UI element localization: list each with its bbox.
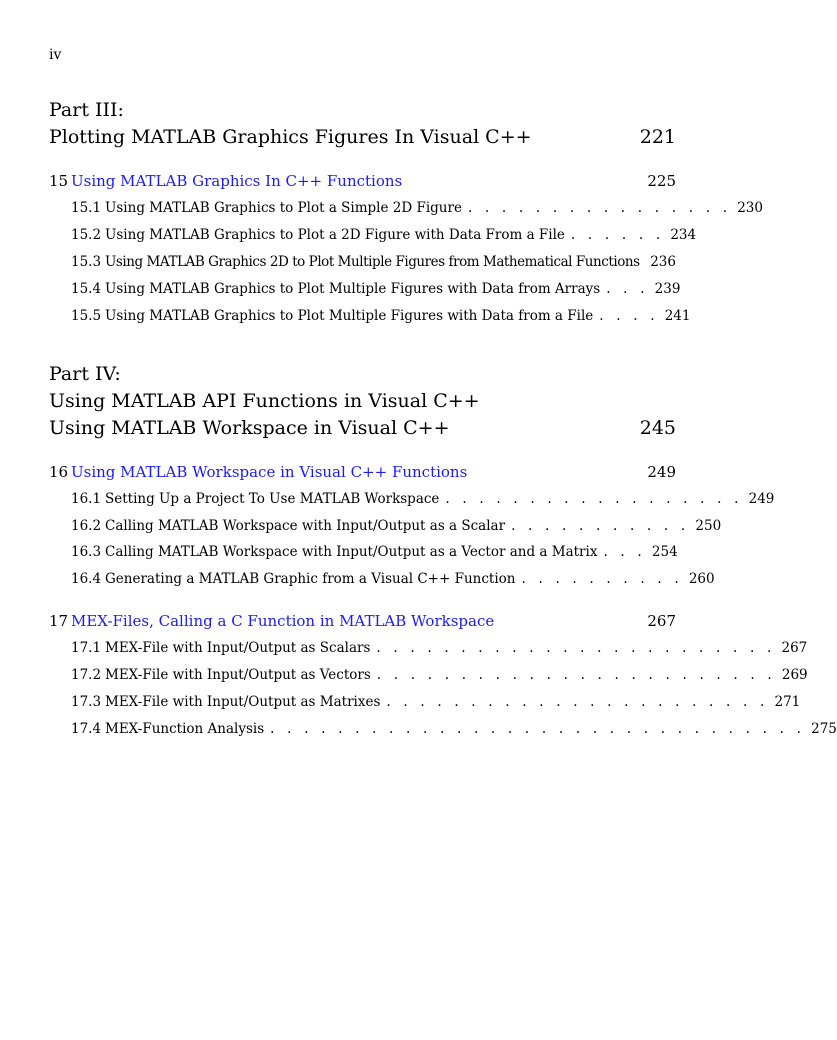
section-title: Calling MATLAB Workspace with Input/Output as a Scalar bbox=[105, 518, 506, 534]
section-entry[interactable] bbox=[71, 280, 681, 298]
section-entry[interactable] bbox=[71, 307, 691, 325]
section-number: 15.1 bbox=[71, 200, 102, 216]
section-title: Using MATLAB Graphics to Plot Multiple Figures with Data from a File bbox=[105, 308, 594, 324]
section-number: 16.4 bbox=[71, 571, 102, 587]
section-title: Using MATLAB Graphics to Plot Multiple Figures with Data from Arrays bbox=[105, 281, 601, 297]
dot-leader: . . . . . . . . . . . . . . . . . . . . . . . . bbox=[376, 667, 776, 683]
section-number: 15.3 bbox=[71, 254, 102, 270]
section-entry[interactable] bbox=[71, 543, 676, 561]
section-title: Using MATLAB Graphics 2D to Plot Multiple Figures from Mathematical Functions bbox=[105, 254, 640, 270]
section-page: 241 bbox=[664, 308, 691, 324]
section-entry[interactable] bbox=[71, 570, 715, 588]
section-title: MEX-Function Analysis bbox=[105, 721, 265, 737]
part-title: Plotting MATLAB Graphics Figures In Visual C++ bbox=[49, 126, 532, 148]
section-page: 236 bbox=[650, 254, 676, 270]
dot-leader: . . . bbox=[606, 281, 649, 297]
section-page: 275 bbox=[811, 721, 837, 737]
section-title: Generating a MATLAB Graphic from a Visual C++ Function bbox=[105, 571, 516, 587]
section-number: 16.1 bbox=[71, 491, 102, 507]
section-title: MEX-File with Input/Output as Vectors bbox=[105, 667, 371, 683]
section-entry[interactable] bbox=[71, 517, 722, 535]
section-entry[interactable] bbox=[71, 693, 801, 711]
section-number: 17.1 bbox=[71, 640, 102, 656]
chapter-number: 16 bbox=[49, 463, 69, 481]
section-title: MEX-File with Input/Output as Scalars bbox=[105, 640, 371, 656]
page-number: iv bbox=[49, 47, 62, 63]
dot-leader: . . . . . . . . . . . bbox=[511, 518, 690, 534]
dot-leader: . . . . . . . . . . . . . . . . . . . . . . . . bbox=[376, 640, 776, 656]
section-entry[interactable] bbox=[71, 490, 775, 508]
part-title-row bbox=[49, 416, 676, 440]
section-page: 260 bbox=[688, 571, 715, 587]
chapter-number: 15 bbox=[49, 172, 69, 190]
section-entry[interactable] bbox=[71, 253, 676, 271]
section-title: MEX-File with Input/Output as Matrixes bbox=[105, 694, 381, 710]
dot-leader: . . . . . . . . . . . . . . . . . . bbox=[445, 491, 743, 507]
chapter-title-link[interactable]: Using MATLAB Graphics In C++ Functions bbox=[71, 172, 403, 190]
section-page: 239 bbox=[654, 281, 681, 297]
section-number: 15.4 bbox=[71, 281, 102, 297]
section-title: Calling MATLAB Workspace with Input/Output as a Vector and a Matrix bbox=[105, 544, 598, 560]
part-label: Part IV: bbox=[49, 363, 121, 385]
dot-leader: . . . . bbox=[599, 308, 659, 324]
section-number: 16.3 bbox=[71, 544, 102, 560]
dot-leader: . . . . . . . . . . . . . . . . bbox=[467, 200, 732, 216]
section-entry[interactable] bbox=[71, 639, 808, 657]
section-page: 271 bbox=[774, 694, 801, 710]
section-number: 17.2 bbox=[71, 667, 102, 683]
chapter-page: 225 bbox=[647, 172, 676, 190]
part-title: Using MATLAB Workspace in Visual C++ bbox=[49, 417, 450, 439]
section-number: 17.3 bbox=[71, 694, 102, 710]
chapter-page: 267 bbox=[647, 612, 676, 630]
dot-leader: . . . bbox=[603, 544, 646, 560]
section-number: 17.4 bbox=[71, 721, 102, 737]
section-page: 254 bbox=[651, 544, 678, 560]
section-title: Using MATLAB Graphics to Plot a 2D Figure with Data From a File bbox=[105, 227, 565, 243]
part-title-row bbox=[49, 125, 676, 149]
chapter-title-link[interactable]: MEX-Files, Calling a C Function in MATLAB Workspace bbox=[71, 612, 495, 630]
section-entry[interactable] bbox=[71, 666, 808, 684]
section-title: Setting Up a Project To Use MATLAB Workspace bbox=[105, 491, 440, 507]
section-title: Using MATLAB Graphics to Plot a Simple 2D Figure bbox=[105, 200, 462, 216]
chapter-entry[interactable] bbox=[49, 462, 676, 482]
section-page: 234 bbox=[670, 227, 697, 243]
chapter-entry[interactable] bbox=[49, 611, 676, 631]
dot-leader bbox=[640, 253, 651, 271]
dot-leader: . . . . . . . . . . bbox=[521, 571, 683, 587]
dot-leader: . . . . . . bbox=[570, 227, 665, 243]
section-page: 230 bbox=[737, 200, 763, 216]
section-entry[interactable] bbox=[71, 720, 837, 738]
section-number: 15.2 bbox=[71, 227, 102, 243]
part-page: 245 bbox=[639, 417, 676, 439]
section-number: 16.2 bbox=[71, 518, 102, 534]
chapter-title-link[interactable]: Using MATLAB Workspace in Visual C++ Functions bbox=[71, 463, 468, 481]
section-entry[interactable] bbox=[71, 226, 697, 244]
chapter-entry[interactable] bbox=[49, 171, 676, 191]
dot-leader: . . . . . . . . . . . . . . . . . . . . . . . bbox=[386, 694, 769, 710]
part-label: Part III: bbox=[49, 99, 124, 121]
section-entry[interactable] bbox=[71, 199, 763, 217]
section-page: 249 bbox=[748, 491, 775, 507]
section-number: 15.5 bbox=[71, 308, 102, 324]
section-page: 267 bbox=[781, 640, 808, 656]
section-page: 250 bbox=[695, 518, 722, 534]
dot-leader: . . . . . . . . . . . . . . . . . . . . . . . . . . . . . . . . bbox=[270, 721, 806, 737]
section-page: 269 bbox=[781, 667, 808, 683]
chapter-number: 17 bbox=[49, 612, 69, 630]
chapter-page: 249 bbox=[647, 463, 676, 481]
part-title: Using MATLAB API Functions in Visual C++ bbox=[49, 390, 480, 412]
part-page: 221 bbox=[639, 126, 676, 148]
